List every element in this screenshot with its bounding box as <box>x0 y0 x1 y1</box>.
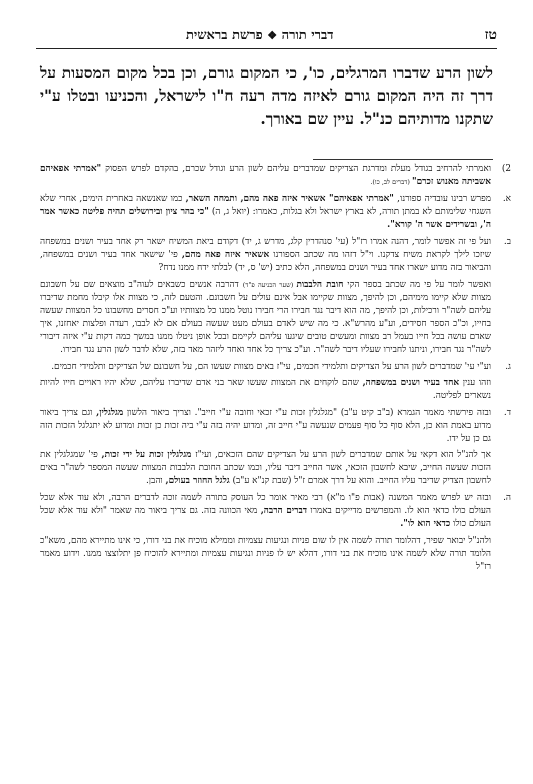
emphasis-text: גלגל החוזר בעולם, <box>165 476 230 486</box>
footnote-paragraph <box>40 377 491 403</box>
footnote-text: ואמרתי להרחיב בגודל מעלת ומדרגת הצדיקים שמדברים עליהם לשון הרע וגודל שכרם, בהקדם לפרש הפסוק <box>101 164 491 174</box>
footnote-item <box>40 236 511 275</box>
footnote-text: ואפשר לומר על פי מה שכתב בספר הקי <box>343 280 492 290</box>
footnote-text: וגם צריך ביאור מדוע באמת הוא כן, הלא סוף כל סוף פעמים שנעשה ע"י חייב זה, ומדוע יהיה בזה ע"י ביה זכות כן זכות ומדוע לא יתגלגל הזכות הזה גם כן על ידו. <box>40 408 491 444</box>
footnote-paragraph <box>40 236 491 275</box>
footnote-text: והבן. <box>145 476 166 486</box>
footnote-text: שהם לוקחים את המצוות שעשו שאר בני אדם שדיברו עליהם, שלא יהיו ראויים חייו להיות נשארים לפליטה. <box>40 378 491 401</box>
footnote-marker: ב. <box>503 237 511 247</box>
footnote-text: דהרבה אנשים כשבאים לעוה"ב מוצאים שם על חשבונם מצוות שלא קיימו מימיהם, וכן להיפך, מצוות שקיימו אבל אינם עולים על חשבונם. והטעם לזה, כי מצוות אלו קיבלו מחמת שדיברו עליהם לשה"ר ורכילות, וכן להיפך, מה הוא דיבר נגד חבירו הרי חבירו נוטל ממנו כל מצוותיו וע"כ חסרים מחשבונו כל המצוות שעשה בחייו, וכ"כ הספר חסידים, וע"ע מהרש"א. כי מה שיש לאדם בעולם מעט שעשה בעולם אם לא לבבו, רעדה ופלצות יאחזנו, איך שאדם עושה בכל חייו בעמל רב מצוות ומעשים טובים שיגעו עליהם לקיימם ובכל אופן ניטלו ממנו במשך כמה דקות ע"י איזה דיבורי לשה"ר נגד חבירו, וניתנו לחבירו שעליו דיבר לשה"ר. וע"כ צריך כל אחד ואחד ליזהר מאד בזה, שלא לדבר לשון הרע נגד חבירו. <box>40 280 491 355</box>
footnote-marker: 2) <box>501 164 511 174</box>
footnote-item <box>40 279 511 357</box>
footnote-paragraph <box>40 279 491 357</box>
parsha-title: פרשת בראשית <box>186 28 263 43</box>
footnote-text: מפרש רבינו עובדיה ספורנו, <box>393 194 491 204</box>
footnotes <box>40 163 511 578</box>
footnote-item <box>40 407 511 488</box>
emphasis-text: כדאי הוא לו". <box>400 519 451 529</box>
footnote-paragraph <box>40 492 491 531</box>
footnote-paragraph <box>40 163 491 189</box>
page-number: טז <box>484 26 497 43</box>
main-text: לשון הרע שדברו המרגלים, כו', כי המקום גורם, וכן בכל מקום המסעות על דרך זה היה המקום גורם לאיזה מדה רעה ח"ו לישראל, והכניעו ובטלו ע"י שתקנו מדותיהם כנ"ל. עיין שם באורך. <box>40 64 493 128</box>
footnote-paragraph <box>40 407 491 446</box>
footnote-text: פי' שמגלגלין את הזכות שעשה החייב, שיבא לחשבון הזכאי, אשר החייב דיבר עליו, וכמו שכתב החובת הלבבות המצוות שעשה המספר לשה"ר באים לחשבון הצדיק שדיבר עליו החייב. והוא על דרך אמרם ז"ל (שבת קנ"א ע"ב) <box>40 450 491 486</box>
emphasis-text: חובת הלבבות <box>296 280 344 290</box>
footnote-paragraph <box>40 449 491 488</box>
footnote-paragraph <box>40 361 491 374</box>
footnote-text: ובזה יש לפרש מאמר המשנה (אבות פ"ו מ"א) רבי מאיר אומר כל העוסק בתורה לשמה זוכה לדברים הרבה, ולא עוד אלא שכל העולם כולו כדאי הוא לו. והמפרשים מדייקים באמרו <box>40 493 491 516</box>
footnote-item <box>40 492 511 531</box>
emphasis-text: דברים הרבה, <box>260 506 308 516</box>
emphasis-text: אחד בעיר ושנים במשפחה, <box>362 378 460 388</box>
emphasis-text: אשאיר איזה פאה מהם, <box>181 250 270 260</box>
footnote-text: אך להנ"ל הוא דקאי על אותם שמדברים לשון הרע על הצדיקים שהם הזכאים, ועי"ז <box>191 450 491 460</box>
source-citation: (דברים לב, כו). <box>370 178 412 186</box>
footnote-marker: ה. <box>503 493 511 503</box>
running-header <box>36 22 497 49</box>
footnote-item <box>40 163 511 189</box>
footnote-text: ובזה פירשתי מאמר הגמרא (ב"ב קיט ע"ב) "מגלגלין זכות ע"י זכאי וחובה ע"י חייב". וצריך ביאור הלשון <box>123 408 491 418</box>
emphasis-text: "אמרתי אפאיהם אשביתה מאנוש זכרם" <box>40 164 491 187</box>
footnote-text: כמו שאנשאה באחרית הימים, אחרי שלא השגחי שלימותם לא במתן תורה, לא בארץ ישראל ולא בגלות, כאמרו: (יואל ג, ה) <box>40 194 491 217</box>
emphasis-text: "כי בהר ציון ובירושלים תהיה פליטה כאשר אמר ה', ובשרידים אשר ה' קורא". <box>40 207 491 230</box>
emphasis-text: מגלגלין זכות על ידי זכות, <box>101 450 192 460</box>
running-title <box>186 27 334 43</box>
footnote-divider <box>313 159 493 160</box>
footnote-marker: ג. <box>505 362 511 372</box>
emphasis-text: "אמרתי אפאיהם" אשאיר איזה פאה מהם, ותמחה השאר, <box>185 194 394 204</box>
footnote-text: וע"י עי' שמדברים לשון הרע על הצדיקים ותלמידי חכמים, עי"ז באים מצוות שעשו הם, על חשבונם של הצדיקים ותלמידי חכמים. <box>51 362 491 372</box>
source-citation: (שער הכניעה פ"ד) <box>242 281 297 289</box>
footnote-paragraph <box>40 535 491 574</box>
footnote-text: וזהו ענין <box>459 378 491 388</box>
footnote-item <box>40 535 511 574</box>
footnote-item <box>40 361 511 403</box>
footnote-text: ולהנ"ל יבואר שפיר, דהלומד תורה לשמה אין לו שום פניות ונגיעות עצמיות וממילא מוכיח את בני דורו, כי אינו מתיירא מהם, משא"כ הלומד תורה שלא לשמה אינו מוכיח את בני דורו, דהלא יש לו פניות ונגיעות עצמיות ומתיירא להוכיח פן יתלוצצו ממנו. וידוע מאמר רז"ל <box>40 536 491 572</box>
footnote-item <box>40 193 511 232</box>
emphasis-text: מגלגלין, <box>96 408 124 418</box>
footnote-text: מאי הכוונה בזה. גם צריך ביאור מה שאמר "ולא עוד אלא שכל העולם כולו <box>40 506 491 529</box>
book-title: דברי תורה <box>281 28 334 43</box>
footnote-text: ועל פי זה אפשר לומר, דהנה אמרו רז"ל (עי' סנהדרין קלג, מדרש ג, יד) דקודם ביאת המשיח ישאר רק אחד בעיר ושנים במשפחה שיזכו לילך לקראת משיח צדקנו. וי"ל דזהו מה שכתב הספורנו <box>40 237 491 260</box>
ornament-separator-icon: ❖ <box>267 29 278 42</box>
footnote-paragraph <box>40 193 491 232</box>
footnote-marker: א. <box>502 194 511 204</box>
footnote-marker: ד. <box>503 408 511 418</box>
footnote-text: פי' שישאר אחד בעיר ושנים במשפחה, והביאור בזה מדוע ישארו אחד בעיר ושנים במשפחה, הלא כתיב (יש' ס, יד) לבלתי ידח ממנו נדח? <box>40 250 491 273</box>
